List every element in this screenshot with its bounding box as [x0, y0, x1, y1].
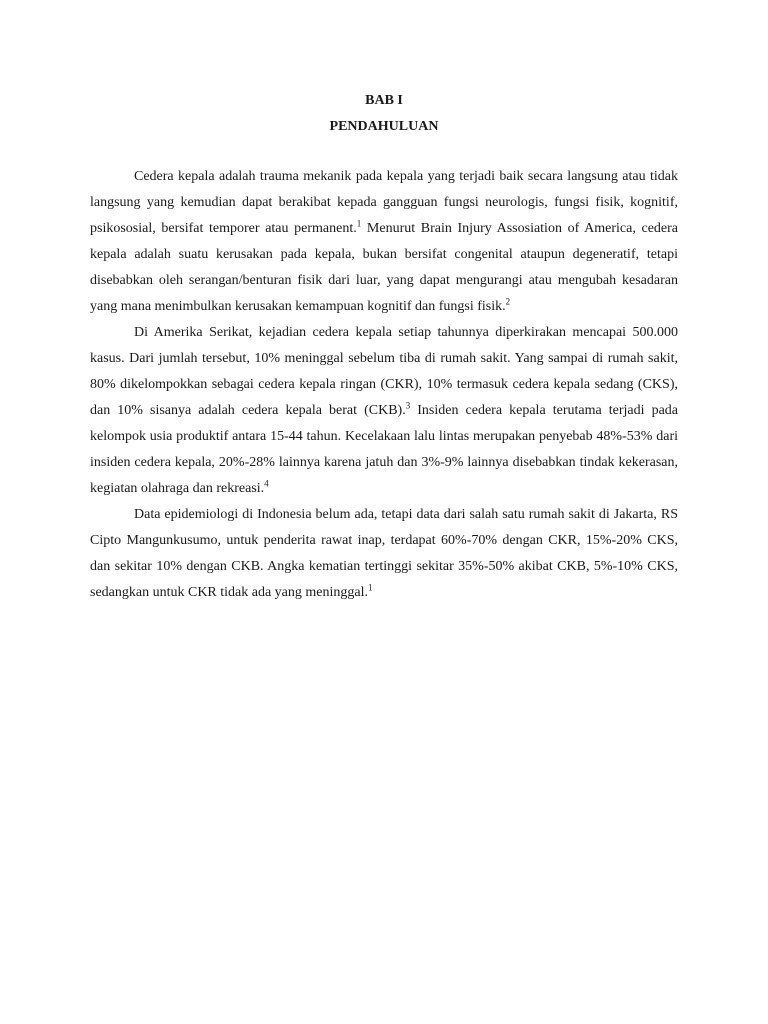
paragraph-text: Data epidemiologi di Indonesia belum ada, tetapi data dari salah satu rumah sakit di Jakarta, RS Cipto Mangunkusumo, untuk penderita rawat inap, terdapat 60%-70% dengan CKR, 15%-20% CKS, dan sekitar 10% dengan CKB. Angka kematian tertinggi sekitar 35%-50% akibat CKB, 5%-10% CKS, sedangkan untuk CKR tidak ada yang meninggal.: [90, 507, 678, 600]
citation-superscript: 2: [505, 296, 511, 307]
document-page: [90, 88, 678, 606]
paragraph-2: [90, 320, 678, 502]
citation-superscript: 1: [356, 218, 362, 229]
paragraph-text: Insiden cedera kepala terutama terjadi pada kelompok usia produktif antara 15-44 tahun. Kecelakaan lalu lintas merupakan penyebab 48%-53% dari insiden cedera kepala, 20%-28% lainnya karena jatuh dan 3%-9% lainnya disebabkan tindak kekerasan, kegiatan olahraga dan rekreasi.: [90, 403, 678, 496]
chapter-title: PENDAHULUAN: [329, 119, 439, 134]
chapter-number: BAB I: [365, 93, 403, 108]
paragraph-text: Menurut Brain Injury Assosiation of America, cedera kepala adalah suatu kerusakan pada kepala, bukan bersifat congenital ataupun degeneratif, tetapi disebabkan oleh serangan/benturan fisik dari luar, yang dapat mengurangi atau mengubah kesadaran yang mana menimbulkan kerusakan kemampuan kognitif dan fungsi fisik.: [90, 221, 679, 314]
paragraph-3: [90, 502, 678, 606]
citation-superscript: 3: [405, 400, 411, 411]
heading-spacer: [90, 140, 678, 164]
paragraph-1: [90, 164, 678, 320]
citation-superscript: 1: [368, 582, 373, 593]
paragraph-text: Di Amerika Serikat, kejadian cedera kepala setiap tahunnya diperkirakan mencapai 500.000 kasus. Dari jumlah tersebut, 10% meninggal sebelum tiba di rumah sakit. Yang sampai di rumah sakit, 80% dikelompokkan sebagai cedera kepala ringan (CKR), 10% termasuk cedera kepala sedang (CKS), dan 10% sisanya adalah cedera kepala berat (CKB).: [90, 325, 678, 418]
paragraph-text: Cedera kepala adalah trauma mekanik pada kepala yang terjadi baik secara langsung atau tidak langsung yang kemudian dapat berakibat kepada gangguan fungsi neurologis, fungsi fisik, kognitif, psikososial, bersifat temporer atau permanent.: [90, 169, 678, 236]
citation-superscript: 4: [264, 478, 269, 489]
